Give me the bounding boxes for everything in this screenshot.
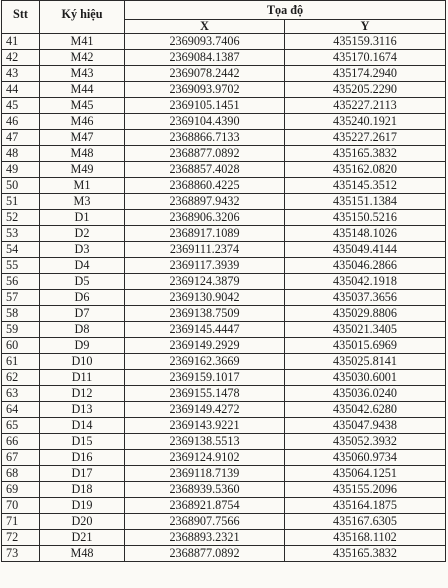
table-row bbox=[2, 322, 446, 338]
cell-x: 2369104.4390 bbox=[125, 114, 285, 130]
table-row bbox=[2, 194, 446, 210]
table-row bbox=[2, 98, 446, 114]
table-row bbox=[2, 338, 446, 354]
table-row bbox=[2, 114, 446, 130]
cell-stt: 51 bbox=[2, 194, 40, 210]
cell-x: 2369138.5513 bbox=[125, 434, 285, 450]
cell-y: 435021.3405 bbox=[285, 322, 446, 338]
cell-x: 2369138.7509 bbox=[125, 306, 285, 322]
cell-y: 435047.9438 bbox=[285, 418, 446, 434]
cell-x: 2369093.7406 bbox=[125, 34, 285, 50]
cell-x: 2368906.3206 bbox=[125, 210, 285, 226]
header-y: Y bbox=[285, 20, 446, 34]
cell-y: 435205.2290 bbox=[285, 82, 446, 98]
table-row bbox=[2, 290, 446, 306]
cell-stt: 48 bbox=[2, 146, 40, 162]
cell-y: 435025.8141 bbox=[285, 354, 446, 370]
table-row bbox=[2, 50, 446, 66]
cell-x: 2368907.7566 bbox=[125, 514, 285, 530]
cell-stt: 65 bbox=[2, 418, 40, 434]
cell-y: 435148.1026 bbox=[285, 226, 446, 242]
cell-y: 435168.1102 bbox=[285, 530, 446, 546]
cell-stt: 43 bbox=[2, 66, 40, 82]
table-row bbox=[2, 546, 446, 562]
cell-x: 2368860.4225 bbox=[125, 178, 285, 194]
cell-symbol: D6 bbox=[40, 290, 125, 306]
cell-y: 435064.1251 bbox=[285, 466, 446, 482]
cell-y: 435174.2940 bbox=[285, 66, 446, 82]
cell-y: 435046.2866 bbox=[285, 258, 446, 274]
cell-y: 435049.4144 bbox=[285, 242, 446, 258]
table-row bbox=[2, 482, 446, 498]
cell-x: 2368921.8754 bbox=[125, 498, 285, 514]
cell-symbol: D20 bbox=[40, 514, 125, 530]
cell-symbol: D19 bbox=[40, 498, 125, 514]
cell-y: 435145.3512 bbox=[285, 178, 446, 194]
cell-stt: 60 bbox=[2, 338, 40, 354]
header-stt: Stt bbox=[2, 1, 40, 34]
cell-x: 2369124.9102 bbox=[125, 450, 285, 466]
table-row bbox=[2, 498, 446, 514]
cell-y: 435030.6001 bbox=[285, 370, 446, 386]
cell-y: 435060.9734 bbox=[285, 450, 446, 466]
table-row bbox=[2, 178, 446, 194]
cell-stt: 63 bbox=[2, 386, 40, 402]
cell-stt: 46 bbox=[2, 114, 40, 130]
cell-y: 435036.0240 bbox=[285, 386, 446, 402]
cell-stt: 41 bbox=[2, 34, 40, 50]
cell-stt: 42 bbox=[2, 50, 40, 66]
cell-stt: 62 bbox=[2, 370, 40, 386]
table-row bbox=[2, 66, 446, 82]
cell-y: 435165.3832 bbox=[285, 146, 446, 162]
cell-stt: 53 bbox=[2, 226, 40, 242]
cell-y: 435052.3932 bbox=[285, 434, 446, 450]
cell-x: 2369105.1451 bbox=[125, 98, 285, 114]
table-row bbox=[2, 210, 446, 226]
table-row bbox=[2, 130, 446, 146]
cell-stt: 68 bbox=[2, 466, 40, 482]
cell-stt: 67 bbox=[2, 450, 40, 466]
cell-stt: 66 bbox=[2, 434, 40, 450]
cell-x: 2369145.4447 bbox=[125, 322, 285, 338]
table-row bbox=[2, 162, 446, 178]
header-x: X bbox=[125, 20, 285, 34]
cell-y: 435155.2096 bbox=[285, 482, 446, 498]
cell-symbol: M48 bbox=[40, 146, 125, 162]
cell-symbol: D4 bbox=[40, 258, 125, 274]
cell-y: 435227.2113 bbox=[285, 98, 446, 114]
cell-y: 435165.3832 bbox=[285, 546, 446, 562]
cell-y: 435170.1674 bbox=[285, 50, 446, 66]
cell-symbol: D21 bbox=[40, 530, 125, 546]
cell-stt: 47 bbox=[2, 130, 40, 146]
table-row bbox=[2, 402, 446, 418]
cell-symbol: D10 bbox=[40, 354, 125, 370]
cell-x: 2369149.2929 bbox=[125, 338, 285, 354]
cell-x: 2369149.4272 bbox=[125, 402, 285, 418]
cell-stt: 64 bbox=[2, 402, 40, 418]
cell-x: 2368893.2321 bbox=[125, 530, 285, 546]
cell-symbol: M48 bbox=[40, 546, 125, 562]
cell-stt: 54 bbox=[2, 242, 40, 258]
cell-y: 435167.6305 bbox=[285, 514, 446, 530]
cell-stt: 73 bbox=[2, 546, 40, 562]
cell-symbol: M49 bbox=[40, 162, 125, 178]
cell-x: 2368939.5360 bbox=[125, 482, 285, 498]
cell-symbol: D11 bbox=[40, 370, 125, 386]
cell-x: 2369124.3879 bbox=[125, 274, 285, 290]
cell-stt: 52 bbox=[2, 210, 40, 226]
cell-symbol: D9 bbox=[40, 338, 125, 354]
cell-symbol: M43 bbox=[40, 66, 125, 82]
cell-x: 2369143.9221 bbox=[125, 418, 285, 434]
cell-symbol: M41 bbox=[40, 34, 125, 50]
cell-x: 2369159.1017 bbox=[125, 370, 285, 386]
table-row bbox=[2, 274, 446, 290]
cell-stt: 50 bbox=[2, 178, 40, 194]
cell-x: 2368917.1089 bbox=[125, 226, 285, 242]
cell-stt: 55 bbox=[2, 258, 40, 274]
cell-stt: 72 bbox=[2, 530, 40, 546]
cell-symbol: D16 bbox=[40, 450, 125, 466]
cell-x: 2369111.2374 bbox=[125, 242, 285, 258]
cell-y: 435240.1921 bbox=[285, 114, 446, 130]
cell-symbol: D7 bbox=[40, 306, 125, 322]
cell-symbol: D14 bbox=[40, 418, 125, 434]
cell-x: 2369093.9702 bbox=[125, 82, 285, 98]
cell-x: 2368877.0892 bbox=[125, 146, 285, 162]
cell-symbol: D5 bbox=[40, 274, 125, 290]
cell-symbol: M46 bbox=[40, 114, 125, 130]
cell-stt: 45 bbox=[2, 98, 40, 114]
cell-x: 2368897.9432 bbox=[125, 194, 285, 210]
cell-symbol: D3 bbox=[40, 242, 125, 258]
table-row bbox=[2, 530, 446, 546]
cell-stt: 58 bbox=[2, 306, 40, 322]
cell-stt: 44 bbox=[2, 82, 40, 98]
cell-stt: 49 bbox=[2, 162, 40, 178]
cell-symbol: M42 bbox=[40, 50, 125, 66]
table-row bbox=[2, 466, 446, 482]
cell-y: 435227.2617 bbox=[285, 130, 446, 146]
cell-y: 435150.5216 bbox=[285, 210, 446, 226]
table-row bbox=[2, 434, 446, 450]
cell-x: 2368866.7133 bbox=[125, 130, 285, 146]
cell-x: 2369078.2442 bbox=[125, 66, 285, 82]
cell-y: 435015.6969 bbox=[285, 338, 446, 354]
cell-x: 2368877.0892 bbox=[125, 546, 285, 562]
table-row bbox=[2, 242, 446, 258]
cell-symbol: D13 bbox=[40, 402, 125, 418]
cell-y: 435042.6280 bbox=[285, 402, 446, 418]
cell-stt: 70 bbox=[2, 498, 40, 514]
cell-y: 435151.1384 bbox=[285, 194, 446, 210]
cell-stt: 57 bbox=[2, 290, 40, 306]
cell-symbol: D12 bbox=[40, 386, 125, 402]
cell-symbol: M47 bbox=[40, 130, 125, 146]
cell-x: 2369118.7139 bbox=[125, 466, 285, 482]
cell-symbol: M44 bbox=[40, 82, 125, 98]
cell-y: 435159.3116 bbox=[285, 34, 446, 50]
coordinates-table bbox=[1, 0, 446, 562]
cell-stt: 61 bbox=[2, 354, 40, 370]
cell-symbol: M1 bbox=[40, 178, 125, 194]
cell-symbol: D2 bbox=[40, 226, 125, 242]
cell-y: 435164.1875 bbox=[285, 498, 446, 514]
cell-symbol: D15 bbox=[40, 434, 125, 450]
cell-x: 2369130.9042 bbox=[125, 290, 285, 306]
cell-symbol: D1 bbox=[40, 210, 125, 226]
cell-x: 2369117.3939 bbox=[125, 258, 285, 274]
cell-symbol: D8 bbox=[40, 322, 125, 338]
cell-y: 435037.3656 bbox=[285, 290, 446, 306]
header-symbol: Ký hiệu bbox=[40, 1, 125, 34]
cell-x: 2369155.1478 bbox=[125, 386, 285, 402]
cell-symbol: M3 bbox=[40, 194, 125, 210]
table-row bbox=[2, 34, 446, 50]
cell-y: 435042.1918 bbox=[285, 274, 446, 290]
cell-y: 435162.0820 bbox=[285, 162, 446, 178]
table-row bbox=[2, 450, 446, 466]
table-row bbox=[2, 418, 446, 434]
cell-x: 2368857.4028 bbox=[125, 162, 285, 178]
cell-symbol: M45 bbox=[40, 98, 125, 114]
cell-stt: 71 bbox=[2, 514, 40, 530]
table-body bbox=[2, 34, 446, 562]
table-row bbox=[2, 82, 446, 98]
table-row bbox=[2, 226, 446, 242]
table-row bbox=[2, 306, 446, 322]
cell-stt: 59 bbox=[2, 322, 40, 338]
cell-symbol: D18 bbox=[40, 482, 125, 498]
table-row bbox=[2, 354, 446, 370]
table-row bbox=[2, 370, 446, 386]
cell-stt: 69 bbox=[2, 482, 40, 498]
table-row bbox=[2, 146, 446, 162]
table-row bbox=[2, 258, 446, 274]
cell-y: 435029.8806 bbox=[285, 306, 446, 322]
cell-x: 2369162.3669 bbox=[125, 354, 285, 370]
header-coordinates: Tọa độ bbox=[125, 1, 446, 20]
cell-symbol: D17 bbox=[40, 466, 125, 482]
cell-stt: 56 bbox=[2, 274, 40, 290]
cell-x: 2369084.1387 bbox=[125, 50, 285, 66]
table-row bbox=[2, 514, 446, 530]
table-header bbox=[2, 1, 446, 34]
table-row bbox=[2, 386, 446, 402]
